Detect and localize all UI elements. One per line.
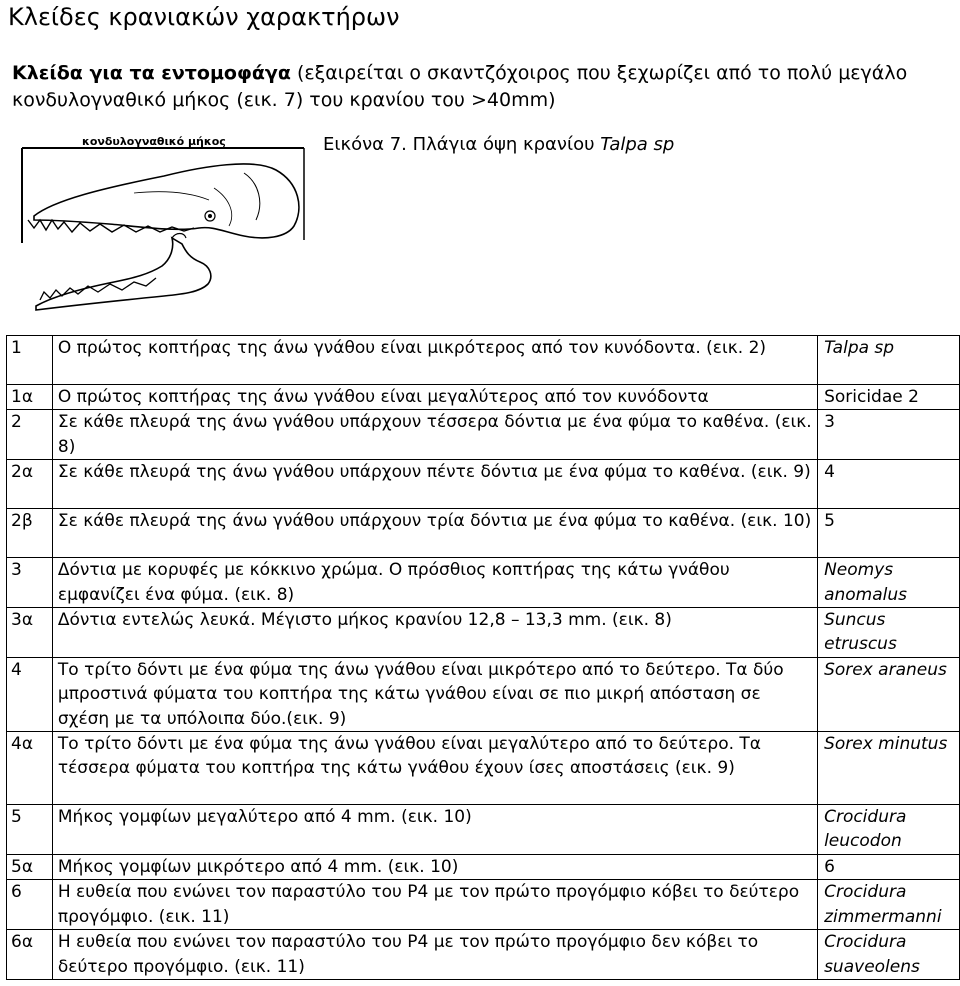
key-step-number: 1α [7, 385, 53, 410]
key-step-number: 2β [7, 509, 53, 558]
key-step-result: 4 [818, 460, 960, 509]
key-row [7, 509, 960, 558]
key-step-description: Το τρίτο δόντι με ένα φύμα της άνω γνάθου είναι μικρότερο από το δεύτερο. Τα δύο μπροστινά φύματα του κοπτήρα της κάτω γνάθου είναι σε πιο μικρή απόσταση σε σχέση με τα υπόλοιπα δύο.(εικ. 9) [52, 657, 817, 731]
key-row [7, 880, 960, 930]
key-step-number: 5 [7, 805, 53, 855]
key-step-description: Το τρίτο δόντι με ένα φύμα της άνω γνάθου είναι μεγαλύτερο από το δεύτερο. Τα τέσσερα φύματα του κοπτήρα της κάτω γνάθου έχουν ίσες αποστάσεις (εικ. 9) [52, 732, 817, 805]
measurement-label: κονδυλογναθικό μήκος [82, 135, 226, 148]
skull-drawing [14, 128, 314, 318]
key-row [7, 854, 960, 879]
intro-paragraph [12, 60, 912, 114]
key-row [7, 385, 960, 410]
key-row [7, 410, 960, 460]
key-row [7, 732, 960, 805]
key-step-description: Η ευθεία που ενώνει τον παραστύλο του P4 με τον πρώτο προγόμφιο δεν κόβει το δεύτερο προγόμφιο. (εικ. 11) [52, 930, 817, 980]
caption-text: Εικόνα 7. Πλάγια όψη κρανίου [323, 134, 601, 155]
key-step-description: Μήκος γομφίων μικρότερο από 4 mm. (εικ. 10) [52, 854, 817, 879]
key-step-result: Talpa sp [818, 336, 960, 385]
key-step-result: Sorex minutus [818, 732, 960, 805]
skull-figure [14, 128, 314, 318]
key-step-number: 2α [7, 460, 53, 509]
key-step-result: Crocidura suaveolens [818, 930, 960, 980]
page-title: Κλείδες κρανιακών χαρακτήρων [8, 3, 400, 31]
figure-caption [323, 133, 674, 157]
key-step-number: 2 [7, 410, 53, 460]
key-step-description: Ο πρώτος κοπτήρας της άνω γνάθου είναι μεγαλύτερος από τον κυνόδοντα [52, 385, 817, 410]
key-step-number: 3 [7, 558, 53, 608]
key-step-number: 6α [7, 930, 53, 980]
key-step-result: Neomys anomalus [818, 558, 960, 608]
key-step-description: Η ευθεία που ενώνει τον παραστύλο του P4 με τον πρώτο προγόμφιο κόβει το δεύτερο προγόμφιο. (εικ. 11) [52, 880, 817, 930]
key-step-result: 6 [818, 854, 960, 879]
key-step-description: Σε κάθε πλευρά της άνω γνάθου υπάρχουν πέντε δόντια με ένα φύμα το καθένα. (εικ. 9) [52, 460, 817, 509]
key-row [7, 336, 960, 385]
key-step-result: Crocidura zimmermanni [818, 880, 960, 930]
key-step-number: 4 [7, 657, 53, 731]
key-step-description: Μήκος γομφίων μεγαλύτερο από 4 mm. (εικ. 10) [52, 805, 817, 855]
intro-text: (εξαιρείται ο σκαντζόχοιρος που ξεχωρίζει από το πολύ μεγάλο κονδυλογναθικό μήκος (εικ. 7) του κρανίου του >40mm) [12, 62, 908, 111]
key-row [7, 930, 960, 980]
key-row [7, 558, 960, 608]
key-step-number: 1 [7, 336, 53, 385]
key-step-number: 4α [7, 732, 53, 805]
key-step-description: Δόντια με κορυφές με κόκκινο χρώμα. Ο πρόσθιος κοπτήρας της κάτω γνάθου εμφανίζει ένα φύμα. (εικ. 8) [52, 558, 817, 608]
key-step-number: 6 [7, 880, 53, 930]
key-step-description: Σε κάθε πλευρά της άνω γνάθου υπάρχουν τέσσερα δόντια με ένα φύμα το καθένα. (εικ. 8) [52, 410, 817, 460]
key-step-result: 5 [818, 509, 960, 558]
key-step-description: Σε κάθε πλευρά της άνω γνάθου υπάρχουν τρία δόντια με ένα φύμα το καθένα. (εικ. 10) [52, 509, 817, 558]
key-step-number: 3α [7, 608, 53, 658]
key-step-description: Ο πρώτος κοπτήρας της άνω γνάθου είναι μικρότερος από τον κυνόδοντα. (εικ. 2) [52, 336, 817, 385]
intro-heading: Κλείδα για τα εντομοφάγα [12, 62, 291, 84]
key-step-result: 3 [818, 410, 960, 460]
caption-taxon: Talpa sp [600, 134, 675, 155]
key-row [7, 608, 960, 658]
key-row [7, 460, 960, 509]
identification-key-table [6, 335, 960, 980]
key-step-result: Crocidura leucodon [818, 805, 960, 855]
key-row [7, 805, 960, 855]
key-step-result: Sorex araneus [818, 657, 960, 731]
key-row [7, 657, 960, 731]
key-step-result: Suncus etruscus [818, 608, 960, 658]
key-step-description: Δόντια εντελώς λευκά. Μέγιστο μήκος κρανίου 12,8 – 13,3 mm. (εικ. 8) [52, 608, 817, 658]
key-step-number: 5α [7, 854, 53, 879]
key-step-result: Soricidae 2 [818, 385, 960, 410]
